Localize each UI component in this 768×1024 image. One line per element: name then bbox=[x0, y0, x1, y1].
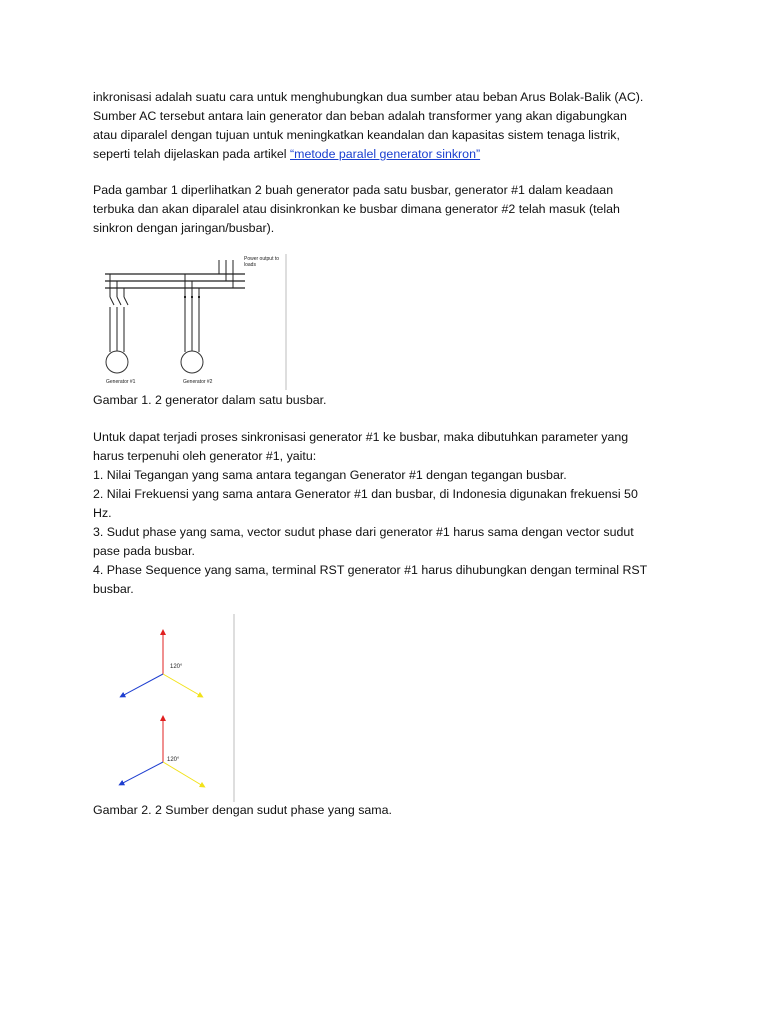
intro-line-2: Sumber AC tersebut antara lain generator dan beban adalah transformer yang akan digabungkan bbox=[93, 109, 627, 123]
intro-paragraph bbox=[93, 88, 693, 164]
phasor-t-1 bbox=[122, 674, 163, 696]
generator-2-symbol bbox=[181, 351, 203, 373]
generator-1-label: Generator #1 bbox=[106, 379, 136, 385]
intro-line-4-text: seperti telah dijelaskan pada artikel bbox=[93, 147, 290, 161]
phasor-set-2 bbox=[121, 718, 203, 786]
figure1-caption: Gambar 1. 2 generator dalam satu busbar. bbox=[93, 393, 327, 407]
generator-1-branch bbox=[106, 274, 136, 385]
phasor-s-1 bbox=[163, 674, 201, 696]
phasor-s-2 bbox=[163, 762, 203, 786]
para2-line-2: terbuka dan akan diparalel atau disinkronkan ke busbar dimana generator #2 telah masuk (telah bbox=[93, 202, 620, 216]
generator-1-symbol bbox=[106, 351, 128, 373]
article-link[interactable]: “metode paralel generator sinkron” bbox=[290, 147, 481, 161]
requirement-item-2-cont: Hz. bbox=[93, 506, 112, 520]
intro-line-1: inkronisasi adalah suatu cara untuk menghubungkan dua sumber atau beban Arus Bolak-Balik (AC). bbox=[93, 90, 644, 104]
angle-label-1: 120° bbox=[170, 664, 183, 670]
gen2-closed-switch-r bbox=[184, 296, 186, 298]
requirement-item-1: 1. Nilai Tegangan yang sama antara tegangan Generator #1 dengan tegangan busbar. bbox=[93, 468, 567, 482]
requirement-item-3: 3. Sudut phase yang sama, vector sudut phase dari generator #1 harus sama dengan vector sudut bbox=[93, 525, 634, 539]
intro-line-4 bbox=[93, 145, 693, 164]
requirement-item-4: 4. Phase Sequence yang sama, terminal RST generator #1 harus dihubungkan dengan terminal RST bbox=[93, 563, 648, 577]
generator-2-label: Generator #2 bbox=[183, 379, 213, 385]
generator-2-branch bbox=[181, 274, 213, 385]
requirement-item-2: 2. Nilai Frekuensi yang sama antara Generator #1 dan busbar, di Indonesia digunakan frekuensi 50 bbox=[93, 487, 638, 501]
power-output-label-2: loads bbox=[244, 262, 256, 268]
intro-line-3: atau diparalel dengan tujuan untuk meningkatkan keandalan dan kapasitas sistem tenaga listrik, bbox=[93, 128, 620, 142]
figure1-description-paragraph bbox=[93, 181, 693, 238]
requirement-item-4-cont: busbar. bbox=[93, 582, 134, 596]
power-output-label-1: Power output to bbox=[244, 256, 280, 262]
para3-line-2: harus terpenuhi oleh generator #1, yaitu: bbox=[93, 449, 317, 463]
figure2-caption: Gambar 2. 2 Sumber dengan sudut phase yang sama. bbox=[93, 803, 392, 817]
requirement-item-3-cont: pase pada busbar. bbox=[93, 544, 195, 558]
requirements-paragraph bbox=[93, 428, 693, 599]
gen1-open-switch-t bbox=[124, 297, 128, 305]
angle-label-2: 120° bbox=[167, 757, 180, 763]
para3-line-1: Untuk dapat terjadi proses sinkronisasi generator #1 ke busbar, maka dibutuhkan parameter yang bbox=[93, 430, 629, 444]
phasor-t-2 bbox=[121, 762, 163, 784]
gen1-open-switch-r bbox=[110, 297, 114, 305]
gen2-closed-switch-t bbox=[198, 296, 200, 298]
gen2-closed-switch-s bbox=[191, 296, 193, 298]
busbar-diagram bbox=[93, 252, 289, 392]
para2-line-3: sinkron dengan jaringan/busbar). bbox=[93, 221, 275, 235]
para2-line-1: Pada gambar 1 diperlihatkan 2 buah generator pada satu busbar, generator #1 dalam keadaan bbox=[93, 183, 614, 197]
phasor-set-1 bbox=[122, 632, 201, 696]
phasor-diagram bbox=[93, 614, 239, 804]
gen1-open-switch-s bbox=[117, 297, 121, 305]
